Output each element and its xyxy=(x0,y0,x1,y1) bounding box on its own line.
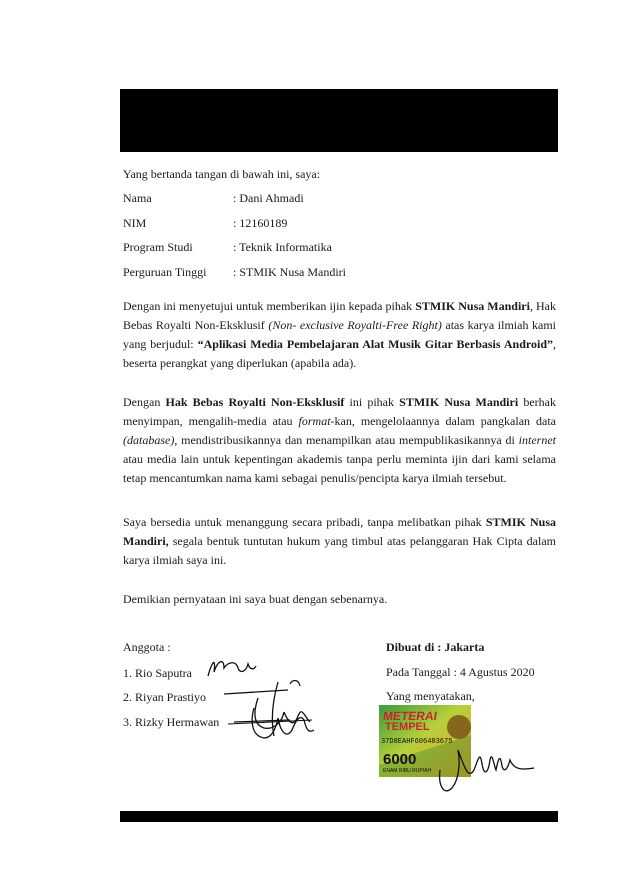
member-1: 1. Rio Saputra xyxy=(123,666,192,680)
stamp-subtitle: TEMPEL xyxy=(385,721,430,733)
date-text: Pada Tanggal : 4 Agustus 2020 xyxy=(386,665,535,679)
stamp-title: METERAI xyxy=(382,709,438,723)
field-value-nama: : Dani Ahmadi xyxy=(233,191,304,205)
stamp-amount: 6000 xyxy=(383,751,417,768)
field-value-perguruan-tinggi: : STMIK Nusa Mandiri xyxy=(233,265,346,279)
stamp-caption: ENAM RIBU RUPIAH xyxy=(383,768,432,774)
paragraph-liability: Saya bersedia untuk menanggung secara pribadi, tanpa melibatkan pihak STMIK Nusa Mandiri, segala bentuk tuntutan hukum yang timbul atas pelanggaran Hak Cipta dalam karya ilmiah saya ini. xyxy=(123,515,556,567)
paragraph-rights: Dengan Hak Bebas Royalti Non-Eksklusif ini pihak STMIK Nusa Mandiri berhak menyimpan, mengalih-media atau format-kan, mengelolaannya dalam pangkalan data (database), mendistribusikannya dan menampilkan atau mempublikasikannya di internet atau media lain untuk kepentingan akademis tanpa perlu meminta ijin dari kami selama tetap mencantumkan nama kami sebagai penulis/pencipta karya ilmiah tersebut. xyxy=(123,395,556,485)
field-label-nama: Nama xyxy=(123,191,152,205)
signature-dani-scribble xyxy=(430,730,540,800)
field-label-program-studi: Program Studi xyxy=(123,240,193,254)
member-2: 2. Riyan Prastiyo xyxy=(123,690,206,704)
field-value-nim: : 12160189 xyxy=(233,216,288,230)
intro-text: Yang bertanda tangan di bawah ini, saya: xyxy=(123,167,321,181)
member-3: 3. Rizky Hermawan xyxy=(123,715,220,729)
field-label-nim: NIM xyxy=(123,216,147,230)
signature-rizky-scribble xyxy=(230,700,320,745)
paragraph-consent: Dengan ini menyetujui untuk memberikan ijin kepada pihak STMIK Nusa Mandiri, Hak Bebas Royalti Non-Eksklusif (Non- exclusive Royalti-Free Right) atas karya ilmiah kami yang berjudul: “Aplikasi Media Pembelajaran Alat Musik Gitar Berbasis Android”, beserta perangkat yang diperlukan (apabila ada). xyxy=(123,299,557,370)
members-heading: Anggota : xyxy=(123,640,171,654)
stamp-serial: 37D8EAHF606483675 xyxy=(381,738,453,746)
closing-statement: Demikian pernyataan ini saya buat dengan sebenarnya. xyxy=(123,592,388,606)
redacted-footer-bar xyxy=(120,811,558,822)
redacted-header-bar xyxy=(120,89,558,152)
place-text: Dibuat di : Jakarta xyxy=(386,640,485,654)
signer-label: Yang menyatakan, xyxy=(386,689,475,703)
field-value-program-studi: : Teknik Informatika xyxy=(233,240,332,254)
field-label-perguruan-tinggi: Perguruan Tinggi xyxy=(123,265,207,279)
